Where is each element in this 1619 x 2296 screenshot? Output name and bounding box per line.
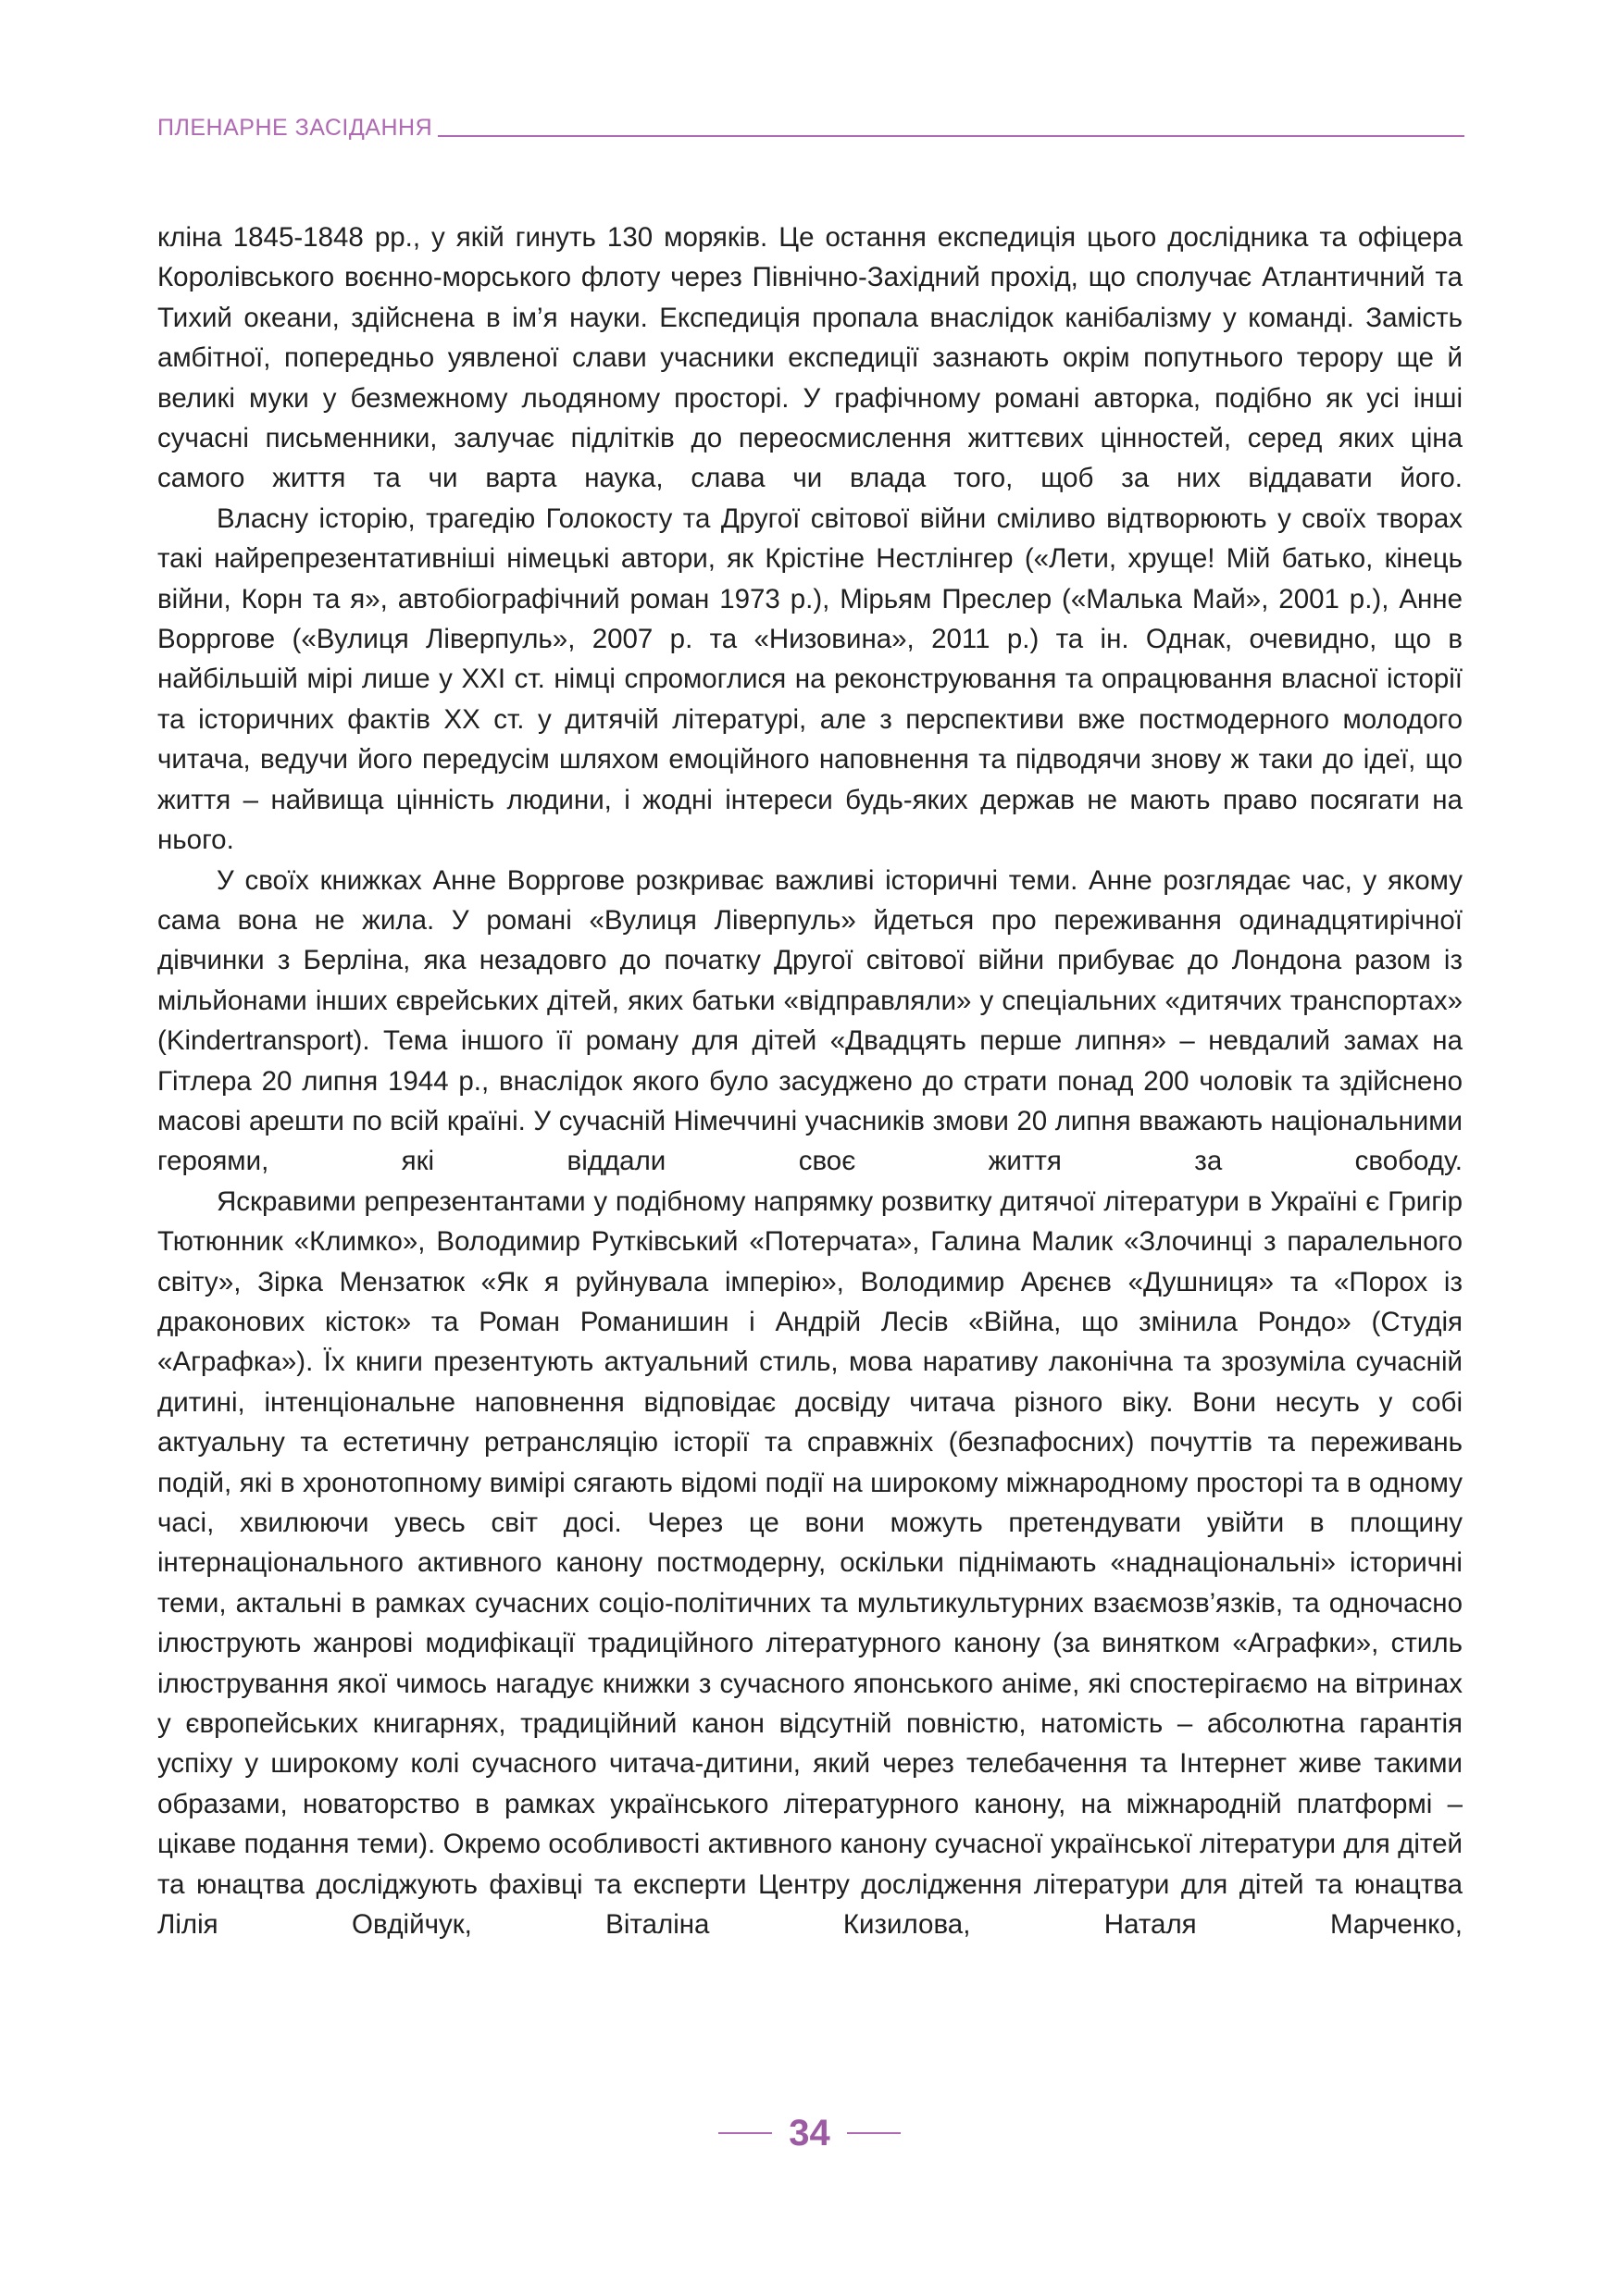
- paragraph-3: У своїх книжках Анне Ворргове розкриває важливі історичні теми. Анне розглядає час, у якому сама вона не жила. У романі «Вулиця Ліверпуль» йдеться про переживання одинадцятирічної дівчинки з Берліна, яка незадовго до початку Другої світової війни прибуває до Лондона разом із мільйонами інших єврейських дітей, яких батьки «відправляли» у спеціальних «дитячих транспортах» (Kindertransport). Тема іншого її роману для дітей «Двадцять перше липня» – невдалий замах на Гітлера 20 липня 1944 р., внаслідок якого було засуджено до страти понад 200 чоловік та здійснено масові арешти по всій країні. У сучасній Німеччині учасників змови 20 липня вважають національними героями, які віддали своє життя за свободу.: [157, 864, 1463, 1177]
- section-title: ПЛЕНАРНЕ ЗАСІДАННЯ: [157, 115, 433, 141]
- paragraph-4: Яскравими репрезентантами у подібному напрямку розвитку дитячої літератури в Україні є Григір Тютюнник «Климко», Володимир Рутківський «Потерчата», Галина Малик «Злочинці з паралельного світу», Зірка Мензатюк «Як я руйнувала імперію», Володимир Арєнєв «Душниця» та «Порох із драконових кісток» та Роман Романишин і Андрій Лесів «Війна, що змінила Рондо» (Студія «Аграфка»). Їх книги презентують актуальний стиль, мова наративу лаконічна та зрозуміла сучасній дитині, інтенціональне наповнення відповідає досвіду читача різного віку. Вони несуть у собі актуальну та естетичну ретрансляцію історії та справжніх (безпафосних) почуттів та переживань подій, які в хронотопному вимірі сягають відомі події на широкому міжнародному просторі та в одному часі, хвилюючи увесь світ досі. Через це вони можуть претендувати увійти в площину інтернаціонального активного канону постмодерну, оскільки піднімають «наднаціональні» історичні теми, актальні в рамках сучасних соціо-політичних та мультикультурних взаємозв’язків, та одночасно ілюструють жанрові модифікації традиційного літературного канону (за винятком «Аграфки», стиль ілюстрування якої чимось нагадує книжки з сучасного японського аніме, які спостерігаємо на вітринах у європейських книгарнях, традиційний канон відсутній повністю, натомість – абсолютна гарантія успіху у широкому колі сучасного читача-дитини, який через телебачення та Інтернет живе такими образами, новаторство в рамках українського літературного канону, на міжнародній платформі – цікаве подання теми). Окремо особливості активного канону сучасної української літератури для дітей та юнацтва досліджують фахівці та експерти Центру дослідження літератури для дітей та юнацтва Лілія Овдійчук, Віталіна Кизилова, Наталя Марченко,: [157, 1185, 1463, 1941]
- running-header: [157, 117, 1464, 140]
- header-rule: [438, 135, 1464, 137]
- body-text: [157, 217, 1463, 1944]
- page-number: 34: [789, 2113, 830, 2153]
- paragraph-2: Власну історію, трагедію Голокосту та Другої світової війни сміливо відтворюють у своїх творах такі найрепрезентативніші німецькі автори, як Крістіне Нестлінгер («Лети, хруще! Мій батько, кінець війни, Корн та я», автобіографічний роман 1973 р.), Мірьям Преслер («Малька Май», 2001 р.), Анне Ворргове («Вулиця Ліверпуль», 2007 р. та «Низовина», 2011 р.) та ін. Однак, очевидно, що в найбільшій мірі лише у XXI ст. німці спромоглися на реконструювання та опрацювання власної історії та історичних фактів XX ст. у дитячій літературі, але з перспективи вже постмодерного молодого читача, ведучи його передусім шляхом емоційного наповнення та підводячи знову ж таки до ідеї, що життя – найвища цінність людини, і жодні інтереси будь-яких держав не мають право посягати на нього.: [157, 503, 1463, 856]
- paragraph-1: кліна 1845-1848 рр., у якій гинуть 130 моряків. Це остання експедиція цього дослідника та офіцера Королівського воєнно-морського флоту через Північно-Західний прохід, що сполучає Атлантичний та Тихий океани, здійснена в ім’я науки. Експедиція пропала внаслідок канібалізму у команді. Замість амбітної, попередньо уявленої слави учасники експедиції зазнають окрім попутнього терору ще й великі муки у безмежному льодяному просторі. У графічному романі авторка, подібно як усі інші сучасні письменники, залучає підлітків до переосмислення життєвих цінностей, серед яких ціна самого життя та чи варта наука, слава чи влада того, щоб за них віддавати його.: [157, 222, 1463, 494]
- page-footer: [0, 2115, 1619, 2152]
- folio-rule-right: [847, 2132, 901, 2134]
- folio-rule-left: [718, 2132, 772, 2134]
